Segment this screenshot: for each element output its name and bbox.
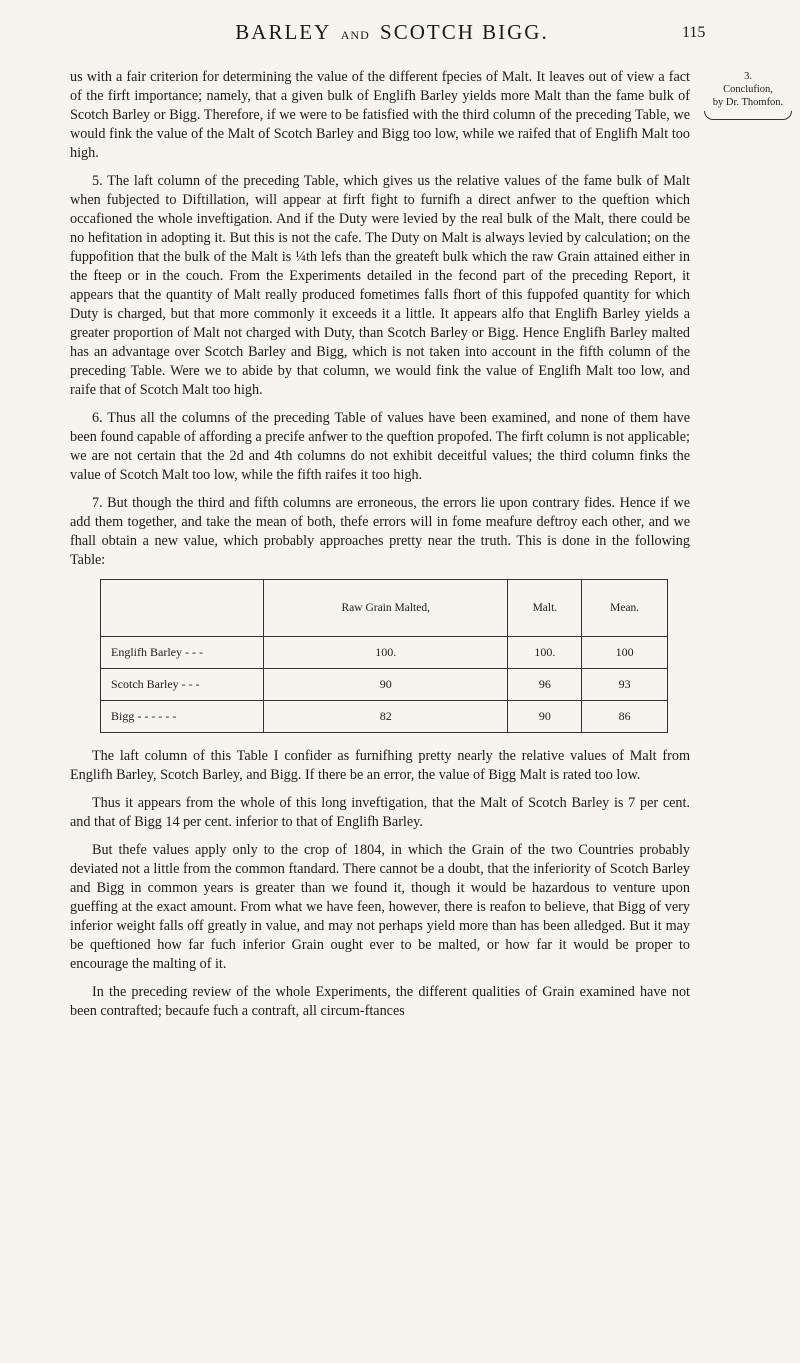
margin-note-number: 3.	[744, 71, 752, 82]
margin-brace	[704, 111, 792, 120]
running-head-amp: AND	[340, 28, 370, 42]
table-cell: Bigg - - - - - -	[101, 701, 264, 733]
paragraph: us with a fair criterion for determining the value of the different fpecies of Malt. It leaves out of view a fact of the firft importance; namely, that a given bulk of Englifh Barley yields more Malt than the fame bulk of Scotch Barley or Bigg. Therefore, if we were to be fatisfied with the third column of the preceding Table, we would fink the value of the Malt of Scotch Barley and Bigg too low, while we raifed that of Englifh Malt too high.	[70, 69, 690, 161]
table-cell: 100.	[508, 637, 582, 669]
paragraph: In the preceding review of the whole Experiments, the different qualities of Grain examined have not been contrafted; becaufe fuch a contraft, all circum-ftances	[70, 984, 690, 1019]
margin-note-author: by Dr. Thomfon.	[712, 97, 784, 108]
table-header: Raw Grain Malted,	[264, 580, 508, 637]
table-cell: 90	[508, 701, 582, 733]
table-cell: 90	[264, 669, 508, 701]
paragraph: 6. Thus all the columns of the preceding Table of values have been examined, and none of them have been found capable of affording a precife anfwer to the queftion propofed. The firft column is not applicable; we are not certain that the 2d and 4th columns do not exhibit deceitful values; the third column finks the value of Scotch Malt too low, while the fifth raifes it too high.	[70, 410, 690, 483]
table-row	[101, 669, 668, 701]
table-cell: 96	[508, 669, 582, 701]
table-header: Malt.	[508, 580, 582, 637]
running-head	[72, 20, 712, 45]
paragraph: But thefe values apply only to the crop of 1804, in which the Grain of the two Countries probably deviated not a little from the common ftandard. There cannot be a doubt, that the inferiority of Scotch Barley and Bigg in common years is greater than we found it, though it would be hazardous to venture upon gueffing at the exact amount. From what we have feen, however, there is reafon to believe, that Bigg of very inferior weight falls off greatly in value, and may not perhaps yield more than has been alledged. But it may be queftioned how far fuch inferior Grain ought ever to be malted, or how far it would be proper to encourage the malting of it.	[70, 842, 690, 972]
body-text	[70, 68, 690, 1030]
paragraph: Thus it appears from the whole of this long inveftigation, that the Malt of Scotch Barley is 7 per cent. and that of Bigg 14 per cent. inferior to that of Englifh Barley.	[70, 795, 690, 830]
table-header: Mean.	[582, 580, 668, 637]
values-table	[100, 579, 668, 733]
page-number: 115	[682, 24, 706, 41]
table-row	[101, 701, 668, 733]
table-cell: 86	[582, 701, 668, 733]
margin-note	[698, 70, 798, 120]
table-header	[101, 580, 264, 637]
table-cell: 82	[264, 701, 508, 733]
paragraph: The laft column of this Table I confider as furnifhing pretty nearly the relative values of Malt from Englifh Barley, Scotch Barley, and Bigg. If there be an error, the value of Bigg Malt is rated too low.	[70, 748, 690, 783]
table-cell: 100.	[264, 637, 508, 669]
table-cell: 100	[582, 637, 668, 669]
paragraph: 7. But though the third and fifth columns are erroneous, the errors lie upon contrary fides. Hence if we add them together, and take the mean of both, thefe errors will in fome meafure deftroy each other, and we fhall obtain a new value, which probably approaches pretty near the truth. This is done in the following Table:	[70, 495, 690, 568]
margin-note-title: Conclufion,	[723, 84, 773, 95]
table-header-row	[101, 580, 668, 637]
paragraph: 5. The laft column of the preceding Table, which gives us the relative values of the fame bulk of Malt when fubjected to Diftillation, will appear at firft fight to furnifh a direct anfwer to the queftion which occafioned the whole inveftigation. And if the Duty were levied by the real bulk of the Malt, there could be no hefitation in adopting it. But this is not the cafe. The Duty on Malt is always levied by calculation; on the fuppofition that the bulk of the Malt is ¼th lefs than the greateft bulk which the raw Grain attained either in the fteep or in the couch. From the Experiments detailed in the fecond part of the preceding Report, it appears that the quantity of Malt really produced fometimes falls fhort of this fuppofed quantity for which Duty is charged, but that more commonly it exceeds it a little. It appears alfo that Englifh Barley yields a greater proportion of Malt not charged with Duty, than Scotch Barley or Bigg. Hence Englifh Barley malted has an advantage over Scotch Barley and Bigg, which is not taken into account in the fifth column of the preceding Table. Were we to abide by that column, we would fink the value of Englifh Malt too low, and raife that of Scotch Malt too high.	[70, 173, 690, 398]
running-head-right: SCOTCH BIGG.	[380, 20, 549, 44]
table-cell: Englifh Barley - - -	[101, 637, 264, 669]
table-cell: 93	[582, 669, 668, 701]
running-head-left: BARLEY	[235, 20, 331, 44]
table-cell: Scotch Barley - - -	[101, 669, 264, 701]
table-row	[101, 637, 668, 669]
